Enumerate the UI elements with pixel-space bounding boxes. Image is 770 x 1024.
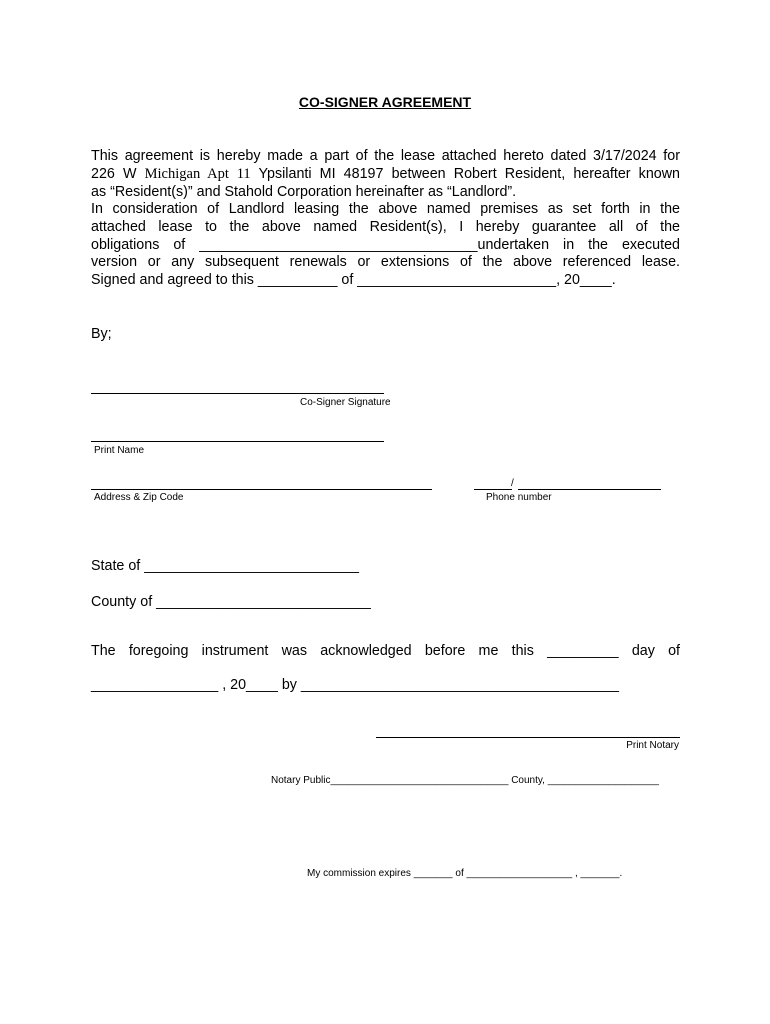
paragraph-line: This agreement is hereby made a part of the lease attached hereto dated 3/17/2024 for (91, 148, 680, 164)
paragraph-line: as “Resident(s)” and Stahold Corporation hereinafter as “Landlord”. (91, 183, 517, 200)
address-prefix: 226 W (91, 165, 145, 182)
print-name-label: Print Name (94, 445, 145, 456)
paragraph-line: Signed and agreed to this __________ of _________________________, 20____. (91, 272, 616, 289)
print-notary-label: Print Notary (626, 740, 679, 751)
paragraph-line: attached lease to the above named Resident(s), I hereby guarantee all of the (91, 218, 680, 235)
paragraph-line: obligations of ___________________________________undertaken in the executed (91, 236, 680, 253)
cosigner-signature-line[interactable] (91, 393, 384, 394)
commission-expires-line: My commission expires _______ of ___________________ , _______. (307, 868, 623, 879)
print-name-line[interactable] (91, 441, 384, 442)
notary-signature-line[interactable] (376, 737, 680, 738)
phone-area-code-line[interactable] (474, 489, 512, 490)
acknowledgement-date-line: ________________ , 20____ by ________________________________________ (91, 677, 619, 693)
county-of-line: County of ___________________________ (91, 594, 371, 610)
paragraph-line: version or any subsequent renewals or extensions of the above referenced lease. (91, 254, 680, 271)
address-label: Address & Zip Code (94, 492, 184, 503)
street-address: Michigan Apt 11 (144, 165, 251, 182)
phone-label: Phone number (486, 492, 552, 503)
by-label: By; (91, 326, 112, 342)
state-of-line: State of ___________________________ (91, 558, 359, 574)
address-line[interactable] (91, 489, 432, 490)
acknowledgement-line: The foregoing instrument was acknowledged before me this _________ day of (91, 643, 680, 659)
paragraph-line (91, 166, 680, 184)
paragraph-line: In consideration of Landlord leasing the above named premises as set forth in the (91, 201, 680, 217)
phone-separator: / (511, 478, 514, 489)
cosigner-signature-label: Co-Signer Signature (300, 397, 391, 408)
agreement-paragraph (91, 148, 680, 201)
document-title: CO-SIGNER AGREEMENT (298, 94, 472, 110)
guarantee-paragraph (91, 201, 680, 290)
address-suffix: Ypsilanti MI 48197 between Robert Resident, hereafter known (250, 165, 681, 182)
notary-public-county-line: Notary Public________________________________ County, ____________________ (271, 775, 659, 786)
phone-number-line[interactable] (518, 489, 661, 490)
